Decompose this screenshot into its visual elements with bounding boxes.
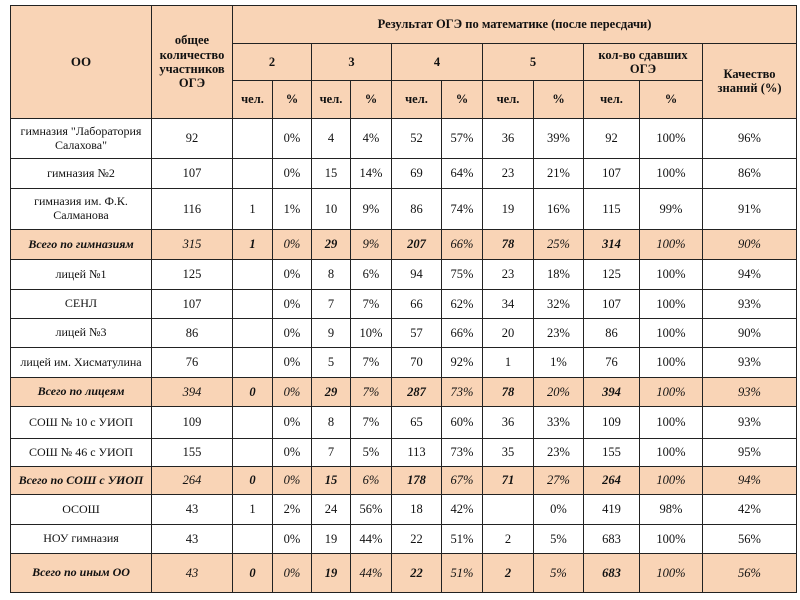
table-row (11, 159, 797, 189)
cell-percent: 6% (351, 260, 392, 290)
cell-percent: 64% (442, 159, 483, 189)
cell-percent: 7% (351, 348, 392, 378)
cell-people: 107 (584, 159, 640, 189)
cell-percent: 100% (640, 407, 703, 439)
cell-people: 1 (233, 230, 273, 260)
subheader-percent: % (442, 81, 483, 119)
cell-percent: 18% (534, 260, 584, 290)
table-total-row (11, 230, 797, 260)
cell-percent: 32% (534, 290, 584, 319)
oge-results-table (10, 5, 797, 593)
row-quality: 56% (703, 554, 797, 593)
table-row (11, 260, 797, 290)
cell-people: 1 (233, 495, 273, 525)
cell-percent: 10% (351, 319, 392, 348)
subheader-people: чел. (483, 81, 534, 119)
cell-percent: 2% (273, 495, 312, 525)
cell-percent: 23% (534, 439, 584, 467)
cell-people: 10 (312, 189, 351, 230)
cell-percent: 7% (351, 290, 392, 319)
cell-people: 8 (312, 260, 351, 290)
row-name: СЕНЛ (11, 290, 152, 319)
cell-people: 0 (233, 467, 273, 495)
table-total-row (11, 467, 797, 495)
header-oo: ОО (11, 6, 152, 119)
cell-people: 86 (584, 319, 640, 348)
cell-percent: 25% (534, 230, 584, 260)
cell-people: 15 (312, 159, 351, 189)
row-total-participants: 92 (152, 119, 233, 159)
cell-people: 24 (312, 495, 351, 525)
subheader-percent: % (534, 81, 584, 119)
cell-people: 5 (312, 348, 351, 378)
cell-people: 36 (483, 119, 534, 159)
row-total-participants: 155 (152, 439, 233, 467)
cell-people: 78 (483, 230, 534, 260)
cell-people: 29 (312, 230, 351, 260)
cell-people: 36 (483, 407, 534, 439)
row-total-participants: 109 (152, 407, 233, 439)
cell-people: 264 (584, 467, 640, 495)
cell-people: 23 (483, 260, 534, 290)
cell-people (233, 290, 273, 319)
cell-percent: 1% (273, 189, 312, 230)
cell-people: 92 (584, 119, 640, 159)
cell-people (233, 159, 273, 189)
cell-percent: 0% (273, 159, 312, 189)
table-row (11, 189, 797, 230)
cell-people (233, 407, 273, 439)
row-quality: 42% (703, 495, 797, 525)
cell-people: 94 (392, 260, 442, 290)
cell-people: 683 (584, 525, 640, 554)
cell-percent: 20% (534, 378, 584, 407)
subheader-people: чел. (233, 81, 273, 119)
cell-percent: 100% (640, 319, 703, 348)
cell-people: 2 (483, 525, 534, 554)
cell-people: 66 (392, 290, 442, 319)
cell-people: 7 (312, 290, 351, 319)
row-name: НОУ гимназия (11, 525, 152, 554)
cell-people (483, 495, 534, 525)
row-total-participants: 107 (152, 159, 233, 189)
row-quality: 90% (703, 319, 797, 348)
row-total-participants: 264 (152, 467, 233, 495)
row-total-participants: 43 (152, 525, 233, 554)
cell-people: 0 (233, 378, 273, 407)
cell-percent: 100% (640, 159, 703, 189)
cell-people: 69 (392, 159, 442, 189)
cell-percent: 100% (640, 119, 703, 159)
row-name: СОШ № 10 с УИОП (11, 407, 152, 439)
row-quality: 86% (703, 159, 797, 189)
table-row (11, 348, 797, 378)
cell-percent: 60% (442, 407, 483, 439)
cell-percent: 4% (351, 119, 392, 159)
cell-percent: 57% (442, 119, 483, 159)
cell-people: 7 (312, 439, 351, 467)
cell-percent: 100% (640, 554, 703, 593)
cell-percent: 7% (351, 407, 392, 439)
row-total-participants: 394 (152, 378, 233, 407)
table-total-row (11, 378, 797, 407)
cell-people: 86 (392, 189, 442, 230)
cell-people (233, 439, 273, 467)
cell-people: 34 (483, 290, 534, 319)
row-quality: 90% (703, 230, 797, 260)
cell-percent: 16% (534, 189, 584, 230)
cell-percent: 100% (640, 260, 703, 290)
row-name: лицей №3 (11, 319, 152, 348)
cell-people (233, 319, 273, 348)
cell-people: 4 (312, 119, 351, 159)
cell-percent: 75% (442, 260, 483, 290)
cell-people: 22 (392, 554, 442, 593)
cell-people: 35 (483, 439, 534, 467)
cell-percent: 0% (273, 439, 312, 467)
cell-percent: 9% (351, 189, 392, 230)
cell-people: 2 (483, 554, 534, 593)
cell-people: 109 (584, 407, 640, 439)
cell-percent: 0% (534, 495, 584, 525)
header-total-participants: общее количество участников ОГЭ (152, 6, 233, 119)
cell-percent: 99% (640, 189, 703, 230)
cell-people: 15 (312, 467, 351, 495)
cell-people: 19 (312, 554, 351, 593)
cell-percent: 27% (534, 467, 584, 495)
row-quality: 93% (703, 407, 797, 439)
cell-people: 207 (392, 230, 442, 260)
cell-people: 19 (312, 525, 351, 554)
cell-percent: 66% (442, 319, 483, 348)
cell-percent: 100% (640, 230, 703, 260)
header-passed: кол-во сдавших ОГЭ (584, 44, 703, 81)
cell-percent: 1% (534, 348, 584, 378)
subheader-percent: % (351, 81, 392, 119)
table-row (11, 290, 797, 319)
cell-people (233, 260, 273, 290)
cell-people: 65 (392, 407, 442, 439)
cell-people: 125 (584, 260, 640, 290)
row-total-participants: 116 (152, 189, 233, 230)
cell-percent: 21% (534, 159, 584, 189)
cell-people: 0 (233, 554, 273, 593)
row-total-participants: 43 (152, 495, 233, 525)
cell-percent: 0% (273, 260, 312, 290)
cell-people (233, 348, 273, 378)
row-total-participants: 107 (152, 290, 233, 319)
cell-percent: 73% (442, 439, 483, 467)
cell-people: 9 (312, 319, 351, 348)
cell-percent: 9% (351, 230, 392, 260)
row-quality: 94% (703, 260, 797, 290)
cell-percent: 100% (640, 348, 703, 378)
cell-people: 18 (392, 495, 442, 525)
row-total-participants: 43 (152, 554, 233, 593)
cell-people: 107 (584, 290, 640, 319)
cell-people: 76 (584, 348, 640, 378)
table-total-row (11, 554, 797, 593)
cell-people: 155 (584, 439, 640, 467)
row-name: лицей №1 (11, 260, 152, 290)
header-grade-2: 2 (233, 44, 312, 81)
cell-percent: 66% (442, 230, 483, 260)
row-total-participants: 76 (152, 348, 233, 378)
cell-percent: 6% (351, 467, 392, 495)
row-name: гимназия №2 (11, 159, 152, 189)
cell-percent: 100% (640, 290, 703, 319)
cell-percent: 100% (640, 467, 703, 495)
cell-percent: 33% (534, 407, 584, 439)
cell-percent: 100% (640, 525, 703, 554)
cell-percent: 0% (273, 407, 312, 439)
row-name: лицей им. Хисматулина (11, 348, 152, 378)
cell-people: 20 (483, 319, 534, 348)
cell-people: 71 (483, 467, 534, 495)
cell-percent: 42% (442, 495, 483, 525)
row-quality: 94% (703, 467, 797, 495)
cell-people: 22 (392, 525, 442, 554)
table-row (11, 495, 797, 525)
row-quality: 93% (703, 290, 797, 319)
cell-percent: 44% (351, 554, 392, 593)
cell-percent: 7% (351, 378, 392, 407)
cell-people: 115 (584, 189, 640, 230)
cell-percent: 51% (442, 525, 483, 554)
cell-people: 1 (233, 189, 273, 230)
table-row (11, 439, 797, 467)
subheader-people: чел. (312, 81, 351, 119)
cell-percent: 0% (273, 378, 312, 407)
cell-percent: 14% (351, 159, 392, 189)
cell-people: 29 (312, 378, 351, 407)
cell-percent: 0% (273, 319, 312, 348)
subheader-percent: % (640, 81, 703, 119)
subheader-people: чел. (584, 81, 640, 119)
row-name: ОСОШ (11, 495, 152, 525)
table-row (11, 319, 797, 348)
cell-people: 70 (392, 348, 442, 378)
row-quality: 93% (703, 348, 797, 378)
header-result: Результат ОГЭ по математике (после пересдачи) (233, 6, 797, 44)
cell-percent: 67% (442, 467, 483, 495)
row-total-participants: 315 (152, 230, 233, 260)
cell-people: 78 (483, 378, 534, 407)
cell-percent: 0% (273, 348, 312, 378)
row-name: СОШ № 46 с УИОП (11, 439, 152, 467)
row-total-participants: 125 (152, 260, 233, 290)
cell-percent: 0% (273, 119, 312, 159)
cell-percent: 0% (273, 290, 312, 319)
cell-people: 683 (584, 554, 640, 593)
cell-people (233, 119, 273, 159)
table-row (11, 407, 797, 439)
cell-percent: 100% (640, 378, 703, 407)
cell-percent: 0% (273, 230, 312, 260)
cell-percent: 0% (273, 467, 312, 495)
cell-percent: 5% (351, 439, 392, 467)
header-grade-5: 5 (483, 44, 584, 81)
header-quality: Качество знаний (%) (703, 44, 797, 119)
cell-percent: 0% (273, 554, 312, 593)
cell-percent: 56% (351, 495, 392, 525)
cell-percent: 62% (442, 290, 483, 319)
row-name: Всего по иным ОО (11, 554, 152, 593)
cell-percent: 74% (442, 189, 483, 230)
cell-people: 57 (392, 319, 442, 348)
cell-percent: 39% (534, 119, 584, 159)
cell-percent: 0% (273, 525, 312, 554)
row-quality: 91% (703, 189, 797, 230)
cell-percent: 73% (442, 378, 483, 407)
cell-percent: 23% (534, 319, 584, 348)
row-quality: 56% (703, 525, 797, 554)
cell-percent: 5% (534, 554, 584, 593)
table-row (11, 525, 797, 554)
table-row (11, 119, 797, 159)
row-name: гимназия "Лаборатория Салахова" (11, 119, 152, 159)
header-grade-3: 3 (312, 44, 392, 81)
subheader-percent: % (273, 81, 312, 119)
row-quality: 96% (703, 119, 797, 159)
cell-percent: 5% (534, 525, 584, 554)
row-quality: 95% (703, 439, 797, 467)
cell-people: 19 (483, 189, 534, 230)
cell-percent: 92% (442, 348, 483, 378)
cell-people: 52 (392, 119, 442, 159)
cell-people: 23 (483, 159, 534, 189)
row-name: Всего по гимназиям (11, 230, 152, 260)
cell-percent: 98% (640, 495, 703, 525)
row-name: Всего по лицеям (11, 378, 152, 407)
row-name: Всего по СОШ с УИОП (11, 467, 152, 495)
row-quality: 93% (703, 378, 797, 407)
cell-people: 287 (392, 378, 442, 407)
cell-percent: 51% (442, 554, 483, 593)
row-name: гимназия им. Ф.К. Салманова (11, 189, 152, 230)
cell-people: 1 (483, 348, 534, 378)
cell-percent: 44% (351, 525, 392, 554)
cell-people: 394 (584, 378, 640, 407)
cell-people: 314 (584, 230, 640, 260)
cell-people: 113 (392, 439, 442, 467)
cell-people: 419 (584, 495, 640, 525)
cell-percent: 100% (640, 439, 703, 467)
cell-people: 8 (312, 407, 351, 439)
header-grade-4: 4 (392, 44, 483, 81)
cell-people: 178 (392, 467, 442, 495)
row-total-participants: 86 (152, 319, 233, 348)
cell-people (233, 525, 273, 554)
subheader-people: чел. (392, 81, 442, 119)
